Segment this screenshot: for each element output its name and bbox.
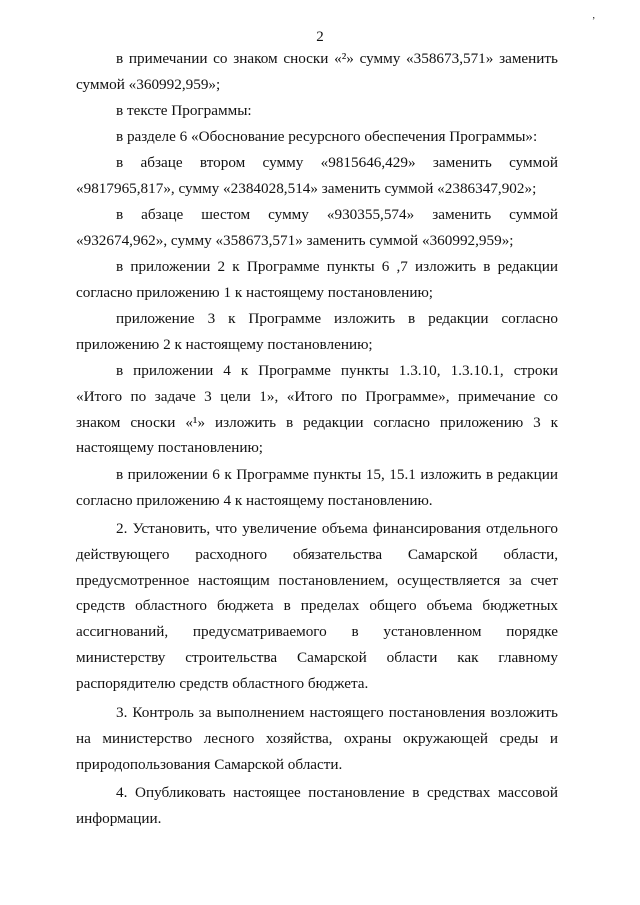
paragraph-sixth-abzac: в абзаце шестом сумму «930355,574» заменить суммой «932674,962», сумму «358673,571» заменить суммой «360992,959»; [76, 206, 558, 249]
paragraph-clause-4: 4. Опубликовать настоящее постановление в средствах массовой информации. [76, 784, 558, 827]
paragraph-clause-3: 3. Контроль за выполнением настоящего постановления возложить на министерство лесного хозяйства, охраны окружающей среды и природопользования Самарской области. [76, 704, 558, 773]
page-number: 2 [316, 29, 324, 45]
paragraph-clause-2: 2. Установить, что увеличение объема финансирования отдельного действующего расходного обязательства Самарской области, предусмотренное настоящим постановлением, осуществляется за счет средств областного бюджета в пределах общего объема бюджетных ассигнований, предусматриваемого в установленном порядке министерству строительства Самарской области как главному распорядителю средств областного бюджета. [76, 520, 558, 692]
paragraph-footnote-2: в примечании со знаком сноски «²» сумму «358673,571» заменить суммой «360992,959»; [76, 50, 558, 93]
paragraph-appendix-2: в приложении 2 к Программе пункты 6 ,7 изложить в редакции согласно приложению 1 к настоящему постановлению; [76, 258, 558, 301]
paragraph-appendix-4: в приложении 4 к Программе пункты 1.3.10, 1.3.10.1, строки «Итого по задаче 3 цели 1», «Итого по Программе», примечание со знаком сноски «¹» изложить в редакции согласно приложению 3 к настоящему постановлению; [76, 362, 558, 457]
paragraph-appendix-6: в приложении 6 к Программе пункты 15, 15.1 изложить в редакции согласно приложению 4 к настоящему постановлению. [76, 466, 558, 509]
paragraph-section-6: в разделе 6 «Обоснование ресурсного обеспечения Программы»: [116, 128, 538, 145]
paragraph-program-text: в тексте Программы: [116, 102, 252, 119]
paragraph-appendix-3: приложение 3 к Программе изложить в редакции согласно приложению 2 к настоящему постановлению; [76, 310, 558, 353]
paragraph-second-abzac: в абзаце втором сумму «9815646,429» заменить суммой «9817965,817», сумму «2384028,514» заменить суммой «2386347,902»; [76, 154, 558, 197]
corner-mark: ‚ [592, 10, 596, 21]
